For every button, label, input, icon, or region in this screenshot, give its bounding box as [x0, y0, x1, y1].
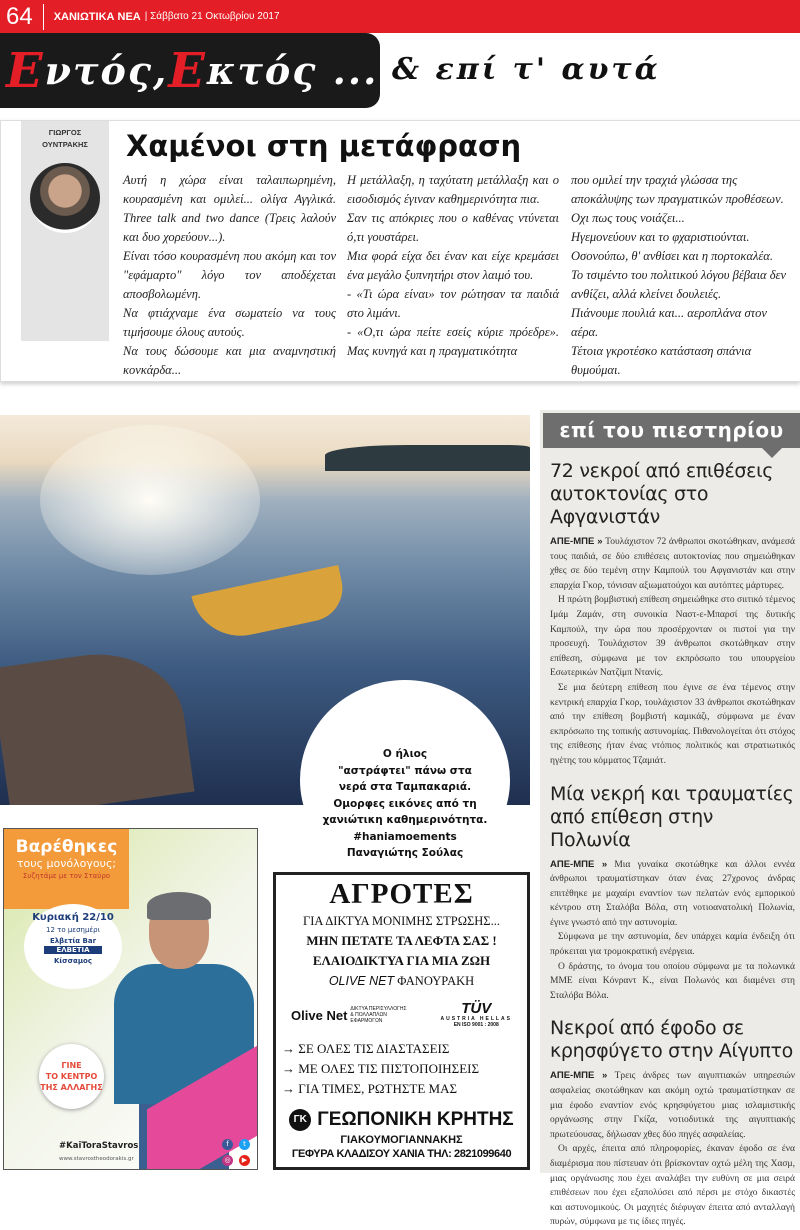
paragraph: Αυτή η χώρα είναι ταλαιπωρημένη, κουρασμένη και ομιλεί... ολίγα Αγγλικά. Three talk and two dance (Τρεις λαλούν και δυο χορεύουν...).	[123, 173, 336, 244]
tuv-logo	[441, 1002, 512, 1028]
political-ad	[3, 828, 258, 1170]
paragraph	[550, 858, 795, 931]
slogan-line: ΤΗΣ ΑΛΛΑΓΗΣ	[40, 1083, 103, 1092]
banner-suffix: & επί τ' αυτά	[392, 52, 661, 87]
article-title: 72 νεκροί από επιθέσεις αυτοκτονίας στο Αφγανιστάν	[550, 460, 774, 528]
photo-caption	[300, 680, 510, 880]
instagram-icon: ◎	[222, 1155, 233, 1166]
banner-initial: Ε	[6, 42, 45, 99]
hair	[147, 892, 211, 920]
paragraph: Είναι τόσο κουρασμένη που ακόμη και τον "εφάμαρτο" λόγο τον αποδέχεται αποσβολωμένη.	[123, 249, 336, 301]
author-photo	[30, 163, 100, 233]
author-sidebar	[21, 121, 109, 341]
boat	[191, 565, 348, 645]
tuv-text: TÜV	[461, 1000, 492, 1017]
paragraph: Να τους δώσουμε και μια αναμνηστική κονκάρδα...	[123, 344, 336, 377]
ad-website: www.stavrostheodorakis.gr	[59, 1156, 134, 1162]
caption-line: Ο ήλιος	[382, 748, 428, 760]
caption-line: Παναγιώτης Σούλας	[346, 847, 464, 859]
paragraph: Ηγεμονεύουν και το φχαριστιούνται.	[571, 230, 750, 244]
caption-line: Ομορφες εικόνες από τη	[333, 797, 477, 810]
banner-initial: Ε	[168, 42, 207, 99]
opinion-column	[0, 120, 800, 382]
caption-line: "αστράφτει" πάνω στα	[338, 764, 472, 777]
caption-line: νερά στα Ταμπακαριά.	[338, 781, 472, 793]
twitter-icon: t	[239, 1139, 250, 1150]
caption-line: #haniamoements	[353, 830, 457, 843]
paragraph: Οσονούπω, θ' ανθίσει και η πορτοκαλέα.	[571, 249, 773, 263]
olive-logo-text: Olive Net	[291, 1007, 348, 1023]
facebook-icon: f	[222, 1139, 233, 1150]
paragraph: - «Ο,τι ώρα πείτε εσείς κύριε πρόεδρε». Μας κυνηγά και η πραγματικότητα	[347, 325, 559, 358]
press-sidebar	[540, 410, 800, 1228]
article-source: ΑΠΕ-ΜΠΕ »	[550, 858, 608, 870]
paragraph: Να φτιάχναμε ένα σωματείο να τους τιμήσουμε όλους αυτούς.	[123, 306, 336, 339]
paragraph	[550, 1069, 795, 1142]
paragraph	[550, 535, 795, 593]
event-bubble	[24, 904, 122, 989]
author-last-name: ΟΥΝΤΡΑΚΗΣ	[42, 140, 88, 149]
tuv-sub: AUSTRIA HELLAS	[440, 1016, 512, 1022]
brand-name: OLIVE NET	[328, 974, 395, 988]
paragraph: που ομιλεί την τραχιά γλώσσα της αποκάλυψης των πραγματικών προθέσεων.	[571, 173, 784, 206]
company-owner: ΓΙΑΚΟΥΜΟΓΙΑΝΝΑΚΗΣ	[340, 1134, 463, 1146]
paragraph: Η μετάλλαξη, η ταχύτατη μετάλλαξη και ο εισοδισμός έγιναν καθημερινότητα πια.	[347, 173, 559, 206]
banner-word: κτός ...	[206, 48, 379, 93]
paragraph: Τέτοια γκροτέσκο κατάσταση σπάνια θυμούμαι.	[571, 344, 752, 377]
bullet-item: → ΣΕ ΟΛΕΣ ΤΙΣ ΔΙΑΣΤΑΣΕΙΣ	[282, 1041, 450, 1056]
paragraph-text: Μια γυναίκα σκοτώθηκε και άλλοι εννέα άνθρωποι τραυματίστηκαν όταν ένας 27χρονος άνδρας επιτέθηκε με μαχαίρι εναντίον των πελατών ενός εμπορικού κέντρου στη Σταλόβα Βόλα, στη νοτιοανατολική Πολωνία, έγινε γνωστό από την αστυνομία.	[550, 859, 795, 928]
youtube-icon: ▶	[239, 1155, 250, 1166]
event-place: Κίσσαμος	[54, 957, 92, 965]
paragraph: Μια φορά είχα δει έναν και είχε κρεμάσει ένα μεγάλο ξυπνητήρι στον λαιμό του.	[347, 249, 559, 282]
ad-headline: Βαρέθηκες	[15, 837, 118, 857]
caption-line: χανιώτικη καθημερινότητα.	[322, 814, 488, 826]
article-source: ΑΠΕ-ΜΠΕ »	[550, 536, 603, 547]
column-text-3	[571, 171, 791, 380]
paragraph: Οχι πως τους νοιάζει...	[571, 211, 685, 225]
column-text-2	[347, 171, 559, 361]
column-text-1	[123, 171, 336, 380]
ad-subhead: τους μονόλογους;	[16, 857, 117, 870]
event-date: Κυριακή 22/10	[32, 912, 114, 923]
company-name: ΓΕΩΠΟΝΙΚΗ ΚΡΗΤΗΣ	[317, 1109, 514, 1130]
paragraph: Σαν τις απόκριες που ο καθένας ντύνεται ό,τι γουστάρει.	[347, 211, 559, 244]
sun-glow	[40, 425, 260, 575]
event-venue: Ελβετία Bar	[49, 937, 97, 945]
ad-tagline: Συζητάμε με τον Σταύρο	[22, 872, 111, 880]
banner-word: ντός,	[44, 48, 169, 93]
bullet-item: → ΜΕ ΟΛΕΣ ΤΙΣ ΠΙΣΤΟΠΟΙΗΣΕΙΣ	[282, 1061, 480, 1076]
ad-title: ΑΓΡΟΤΕΣ	[329, 878, 474, 910]
event-time: 12 το μεσημέρι	[45, 926, 100, 934]
paragraph: Πιάνουμε πουλιά και... αεροπλάνα στον αέρα.	[571, 306, 767, 339]
olive-net-logo	[291, 1006, 410, 1024]
island	[325, 445, 530, 471]
slogan-circle	[39, 1044, 104, 1109]
paragraph-text: Τρεις άνδρες των αιγυπτιακών υπηρεσιών ασφαλείας σκοτώθηκαν και ακόμη οχτώ τραυματίστηκαν σε μια έφοδο εναντίον ενός κρησφύγετου μιας ισλαμιστικής οργάνωσης στην Γκίζα, νοτιοδυτικά της αιγυπτιακής πρωτεύουσας, δήλωσαν χθες δύο πηγές ασφαλείας.	[550, 1071, 795, 1140]
company-logo-icon: ΓΚ	[289, 1109, 311, 1131]
column-title: Χαμένοι στη μετάφραση	[126, 129, 522, 163]
paragraph: Σύμφωνα με την αστυνομία, δεν υπάρχει καμία ένδειξη ότι πρόκειται για τρομοκρατική ενέργεια.	[550, 932, 795, 958]
ad-line: ΦΑΝΟΥΡΑΚΗ	[394, 974, 475, 988]
article	[550, 783, 795, 1004]
rock	[0, 643, 195, 805]
article-source: ΑΠΕ-ΜΠΕ »	[550, 1070, 608, 1082]
article	[550, 460, 795, 769]
bullet-item: → ΓΙΑ ΤΙΜΕΣ, ΡΩΤΗΣΤΕ ΜΑΣ	[282, 1081, 458, 1096]
farmers-ad	[273, 872, 530, 1170]
tuv-iso: EN ISO 9001 : 2008	[453, 1022, 499, 1028]
ad-line: ΕΛΑΙΟΔΙΚΤΥΑ ΓΙΑ ΜΙΑ ΖΩΗ	[312, 953, 491, 968]
paragraph: Σε μια δεύτερη επίθεση που έγινε σε ένα τέμενος στην κεντρική επαρχία Γκορ, τουλάχιστον 33 άνθρωποι σκοτώθηκαν από την επίθεση βομβιστή καμικάζι, σύμφωνα με έναν εκπρόσωπο της τοπικής αστυνομίας. Πιθανολογείται ότι στόχος της επίθεσης ήταν ένας ντόπιος πολιτικός και στρατιωτικός ηγέτης του κόμματος Τζαμιάτ.	[550, 682, 795, 766]
paragraph: Το τσιμέντο του πολιτικού λόγου βέβαια δεν ανθίζει, αλλά κλείνει δουλειές.	[571, 268, 787, 301]
author-first-name: ΓΙΩΡΓΟΣ	[48, 128, 82, 137]
page-header-bar	[0, 0, 800, 33]
paragraph: Η πρώτη βομβιστική επίθεση σημειώθηκε στο σιιτικό τέμενος Ιμάμ Ζαμάν, στη συνοικία Ναστ-ε-Μπαρσί της δυτικής Καμπούλ, την ώρα που προσέρχονταν οι πιστοί για την προσευχή. Τουλάχιστον 39 άνθρωποι σκοτώθηκαν στην επίθεση, σύμφωνα με τον εκπρόσωπο του υπουργείου Εσωτερικών Νατζίμπ Ντανίς.	[550, 595, 795, 679]
paragraph-text: Τουλάχιστον 72 άνθρωποι σκοτώθηκαν, ανάμεσά τους παιδιά, σε δύο επιθέσεις αυτοκτονίας που σημειώθηκαν χθες σε δύο τεμένη στην Καμπούλ του Αφγανιστάν και στην επαρχία Γκορ, τόνισαν αξιωματούχοι και αυτόπτες μάρτυρες.	[550, 537, 795, 591]
ad-line: ΓΙΑ ΔΙΚΤΥΑ ΜΟΝΙΜΗΣ ΣΤΡΩΣΗΣ...	[303, 914, 500, 928]
bullet-list	[276, 1039, 527, 1099]
olive-desc: ΔΙΚΤΥΑ ΠΕΡΙΣΥΛΛΟΓΗΣ & ΠΟΛΛΑΠΛΩΝ ΕΦΑΡΜΟΓΩΝ	[350, 1006, 407, 1024]
article	[550, 1017, 795, 1230]
ad-hashtag: #KaiToraStavros	[59, 1141, 139, 1151]
slogan-line: ΤΟ ΚΕΝΤΡΟ	[45, 1072, 98, 1081]
paragraph: - «Τι ώρα είναι» τον ρώτησαν τα παιδιά στο λιμάνι.	[347, 287, 559, 320]
venue-logo: ΕΛΒΕΤΙΑ	[44, 946, 102, 954]
issue-date: | Σάββατο 21 Οκτωβρίου 2017	[144, 11, 280, 22]
article-title: Μία νεκρή και τραυματίες από επίθεση στην Πολωνία	[550, 782, 794, 851]
logos-row	[276, 995, 527, 1035]
ad-line: ΜΗΝ ΠΕΤΑΤΕ ΤΑ ΛΕΦΤΑ ΣΑΣ !	[306, 933, 497, 948]
section-banner	[0, 33, 380, 108]
paragraph: Ο δράστης, το όνομα του οποίου σύμφωνα με τα πολωνικά ΜΜΕ είναι Κόνραντ Κ., είναι Πολωνός και διαμένει στη Σταλόβα Βόλα.	[550, 961, 795, 1001]
slogan-line: ΓΙΝΕ	[61, 1061, 82, 1070]
press-header: επί του πιεστηρίου	[543, 413, 800, 448]
article-title: Νεκροί από έφοδο σε κρησφύγετο στην Αίγυπτο	[550, 1017, 793, 1063]
newspaper-name: ΧΑΝΙΩΤΙΚΑ ΝΕΑ	[53, 10, 141, 23]
paragraph: Οι αρχές, έπειτα από πληροφορίες, έκαναν έφοδο σε ένα διαμέρισμα που πίστευαν ότι βρίσκονταν οχτώ μέλη της Χασμ, μιας οργάνωσης που έχει αναλάβει την ευθύνη σε μια σειρά επιθέσεων που έχει εξαπολύσει από πέρσι με στόχο δικαστές και αστυνομικούς. Οι μαχητές διέφυγαν έπειτα από ανταλλαγή πυρών, σύμφωνα με τις ίδιες πηγές.	[550, 1144, 795, 1228]
company-address: ΓΕΦΥΡΑ ΚΛΑΔΙΣΟΥ ΧΑΝΙΑ ΤΗΛ: 2821099640	[291, 1148, 512, 1160]
ad-headline-box	[4, 829, 129, 909]
page-number: 64	[6, 4, 44, 30]
company-name-row	[276, 1109, 527, 1131]
